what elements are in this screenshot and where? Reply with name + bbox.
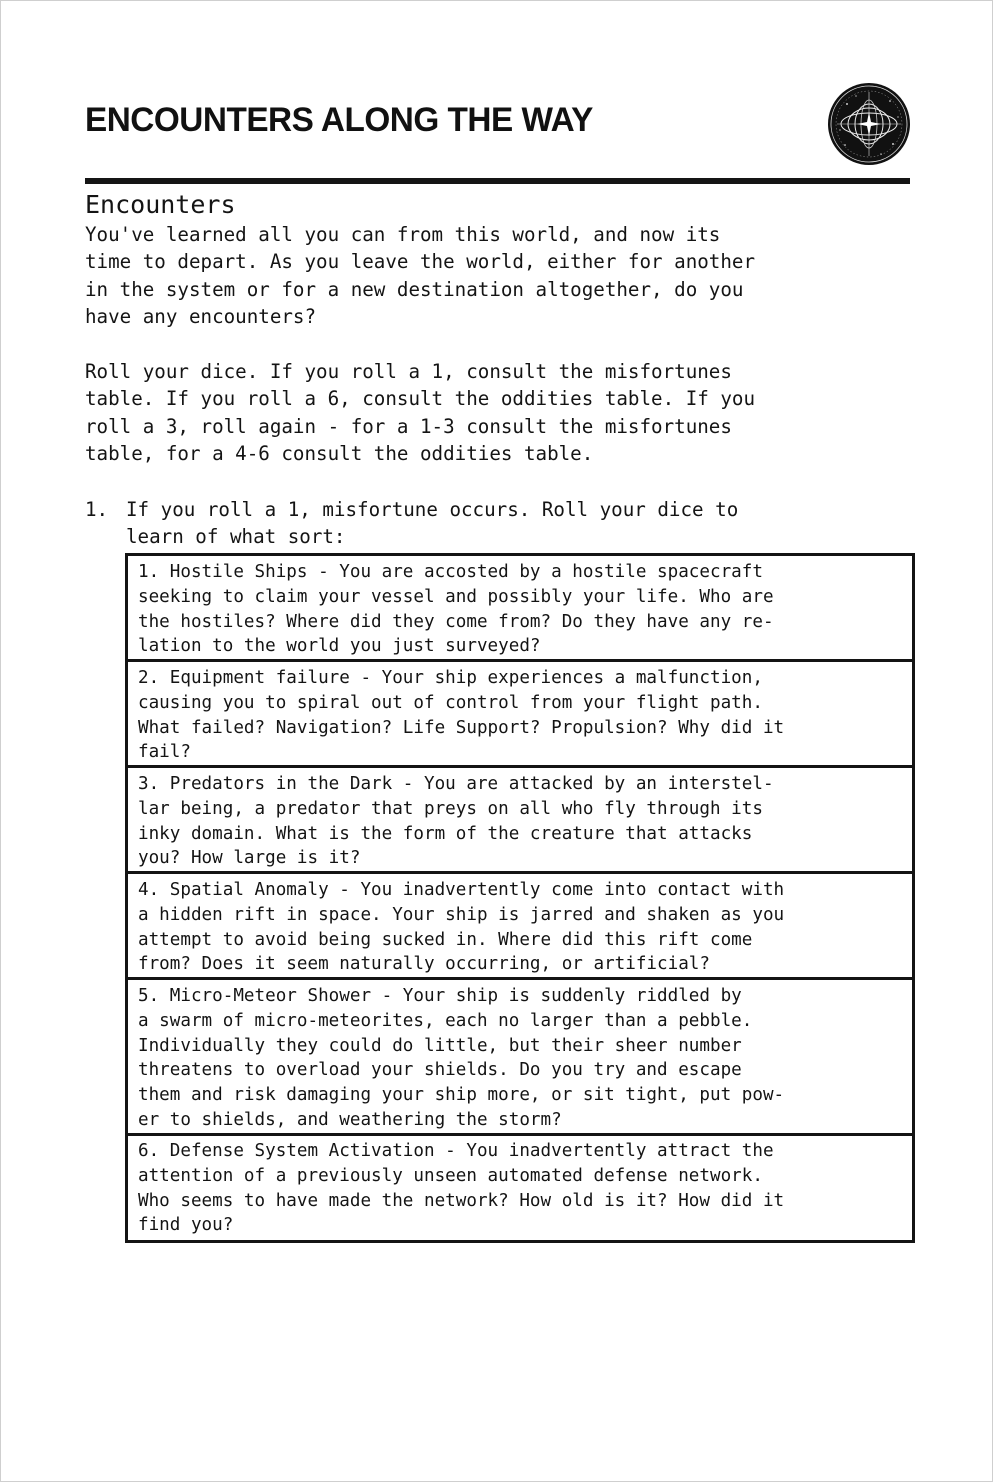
row-divider — [128, 1133, 912, 1136]
header-divider — [85, 178, 910, 184]
table-row: 3. Predators in the Dark - You are attacked by an interstel- lar being, a predator that preys on all who fly through its inky domain. What is the form of the creature that attacks you? How large is it? — [138, 774, 774, 869]
row-divider — [128, 659, 912, 662]
row-divider — [128, 871, 912, 874]
row-divider — [128, 977, 912, 980]
page-title: ENCOUNTERS ALONG THE WAY — [85, 101, 593, 139]
list-item-number: 1. — [85, 498, 109, 521]
table-row: 6. Defense System Activation - You inadvertently attract the attention of a previously unseen automated defense network. Who seems to have made the network? How old is it? How did it find you? — [138, 1141, 785, 1236]
compass-star-emblem-icon — [827, 82, 911, 166]
list-item-text: If you roll a 1, misfortune occurs. Roll your dice to learn of what sort: — [126, 498, 739, 549]
table-row: 2. Equipment failure - Your ship experiences a malfunction, causing you to spiral out of control from your flight path. What failed? Navigation? Life Support? Propulsion? Why did it fail? — [138, 668, 785, 763]
section-heading: Encounters — [85, 190, 236, 219]
intro-paragraph: You've learned all you can from this world, and now its time to depart. As you leave the world, either for another in the system or for a new destination altogether, do you have any encounters? — [85, 223, 756, 328]
instructions-paragraph: Roll your dice. If you roll a 1, consult the misfortunes table. If you roll a 6, consult the oddities table. If you roll a 3, roll again - for a 1-3 consult the misfortunes table, for a 4-6 consult the oddities table. — [85, 360, 756, 465]
table-row: 4. Spatial Anomaly - You inadvertently come into contact with a hidden rift in space. Your ship is jarred and shaken as you attempt to avoid being sucked in. Where did this rift come from? Does it seem naturally occurring, or artificial? — [138, 880, 785, 975]
row-divider — [128, 765, 912, 768]
table-row: 1. Hostile Ships - You are accosted by a hostile spacecraft seeking to claim your vessel and possibly your life. Who are the hostiles? Where did they come from? Do they have any re- lation to the world you just surveyed? — [138, 562, 774, 657]
table-row: 5. Micro-Meteor Shower - Your ship is suddenly riddled by a swarm of micro-meteorites, each no larger than a pebble. Individually they could do little, but their sheer number threatens to overload your shields. Do you try and escape them and risk damaging your ship more, or sit tight, put pow- er to shields, and weathering the storm? — [138, 986, 785, 1130]
misfortunes-table — [125, 553, 915, 1243]
